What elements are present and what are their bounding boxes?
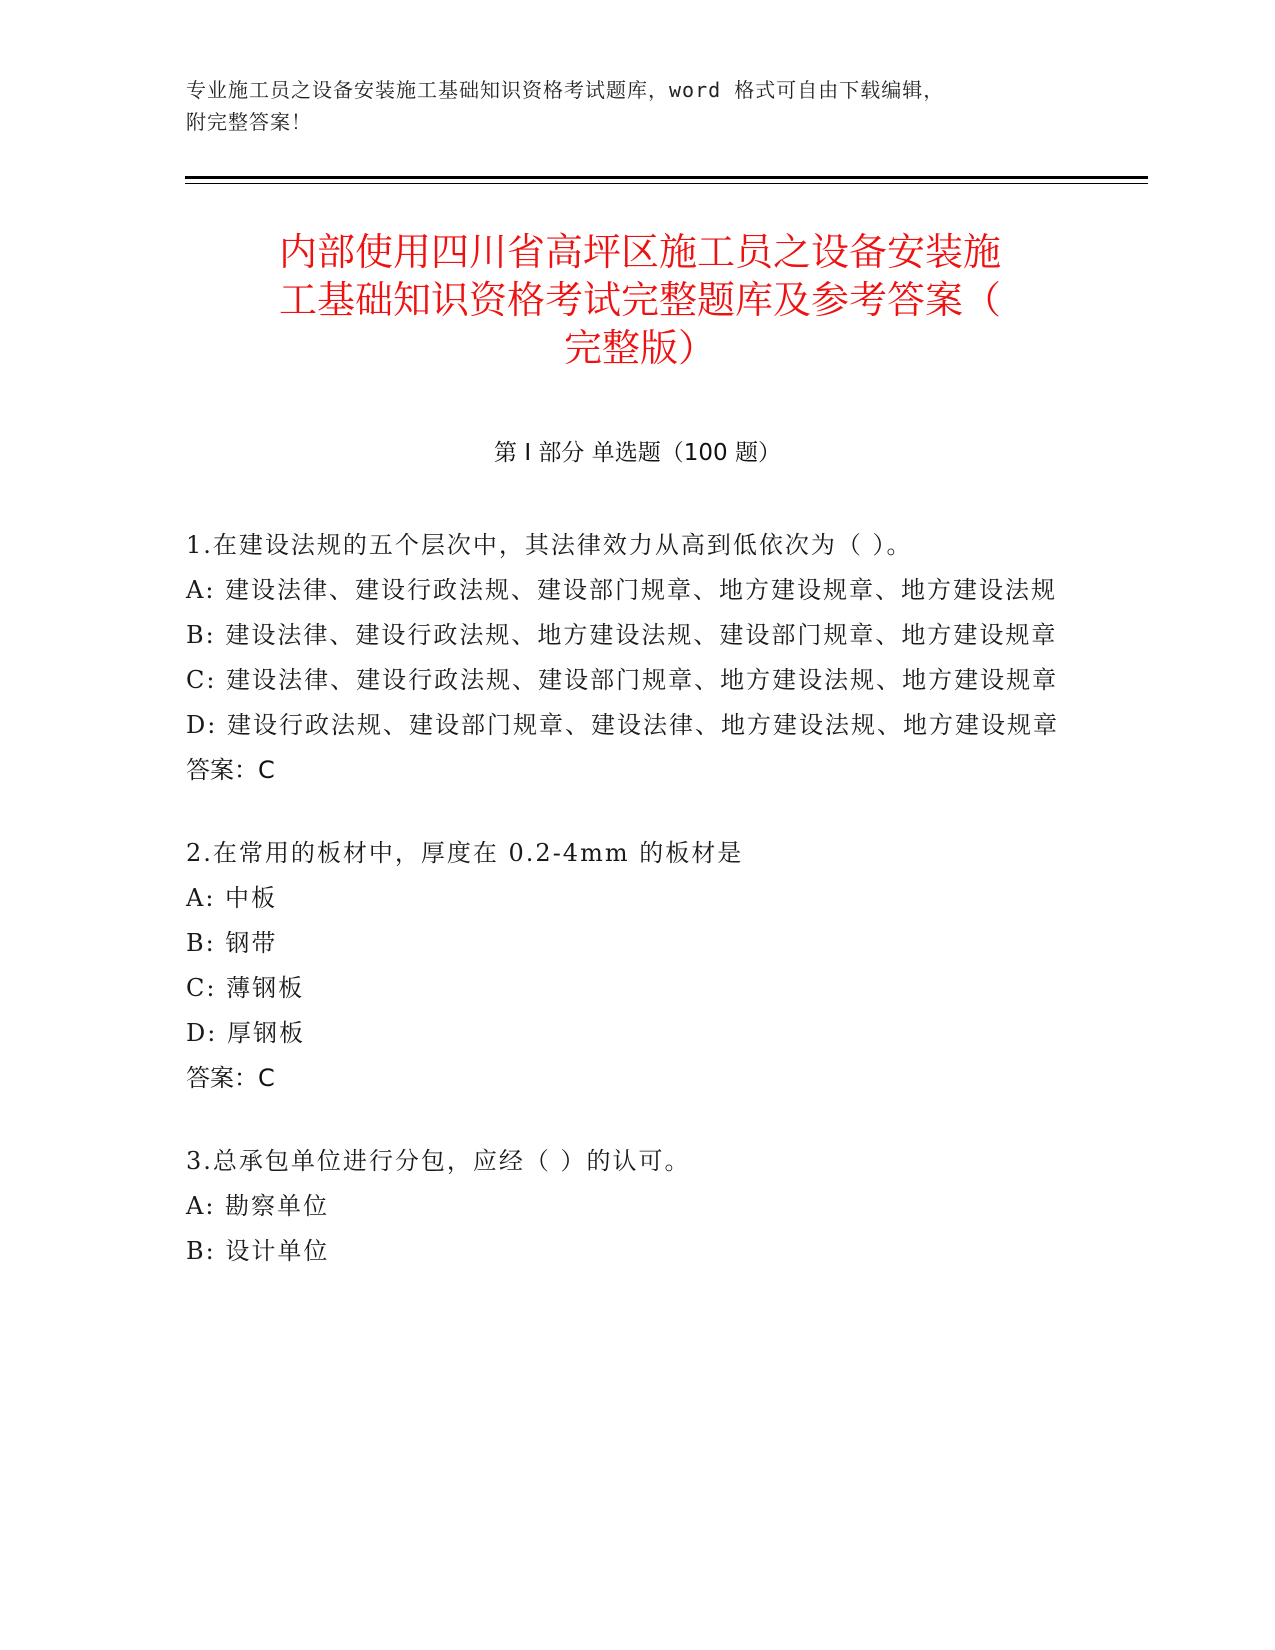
question-stem: 2.在常用的板材中，厚度在 0.2-4mm 的板材是 xyxy=(186,839,744,867)
answer-line: 答案：C xyxy=(186,756,275,784)
option-a: A: 建设法律、建设行政法规、建设部门规章、地方建设规章、地方建设法规 xyxy=(186,576,1058,604)
option-c: C: 薄钢板 xyxy=(186,974,305,1002)
header-divider-thick xyxy=(185,176,1148,179)
option-a: A: 中板 xyxy=(186,884,278,912)
question-stem: 1.在建设法规的五个层次中，其法律效力从高到低依次为（ ）。 xyxy=(186,531,913,559)
option-d: D: 厚钢板 xyxy=(186,1019,305,1047)
header-note-line-1: 专业施工员之设备安装施工基础知识资格考试题库，word 格式可自由下载编辑， xyxy=(186,78,945,102)
document-title-line-2: 工基础知识资格考试完整题库及参考答案（ xyxy=(278,278,1001,322)
option-b: B: 设计单位 xyxy=(186,1237,330,1265)
option-c: C: 建设法律、建设行政法规、建设部门规章、地方建设法规、地方建设规章 xyxy=(186,666,1059,694)
header-note-line-2: 附完整答案！ xyxy=(186,110,312,134)
document-title xyxy=(190,228,1090,372)
answer-line: 答案：C xyxy=(186,1064,275,1092)
option-d: D: 建设行政法规、建设部门规章、建设法律、地方建设法规、地方建设规章 xyxy=(186,711,1059,739)
question-1 xyxy=(186,523,1066,793)
option-b: B: 建设法律、建设行政法规、地方建设法规、建设部门规章、地方建设规章 xyxy=(186,621,1058,649)
section-heading: 第 I 部分 单选题（100 题） xyxy=(494,440,781,466)
header-note xyxy=(186,74,1066,138)
header-divider-thin xyxy=(185,183,1148,184)
document-title-line-3: 完整版） xyxy=(563,326,716,370)
question-2 xyxy=(186,831,1066,1101)
option-b: B: 钢带 xyxy=(186,929,278,957)
question-3 xyxy=(186,1139,1066,1274)
question-list xyxy=(186,523,1066,1312)
option-a: A: 勘察单位 xyxy=(186,1192,330,1220)
document-title-line-1: 内部使用四川省高坪区施工员之设备安装施 xyxy=(278,230,1001,274)
question-stem: 3.总承包单位进行分包，应经（ ）的认可。 xyxy=(186,1147,691,1175)
